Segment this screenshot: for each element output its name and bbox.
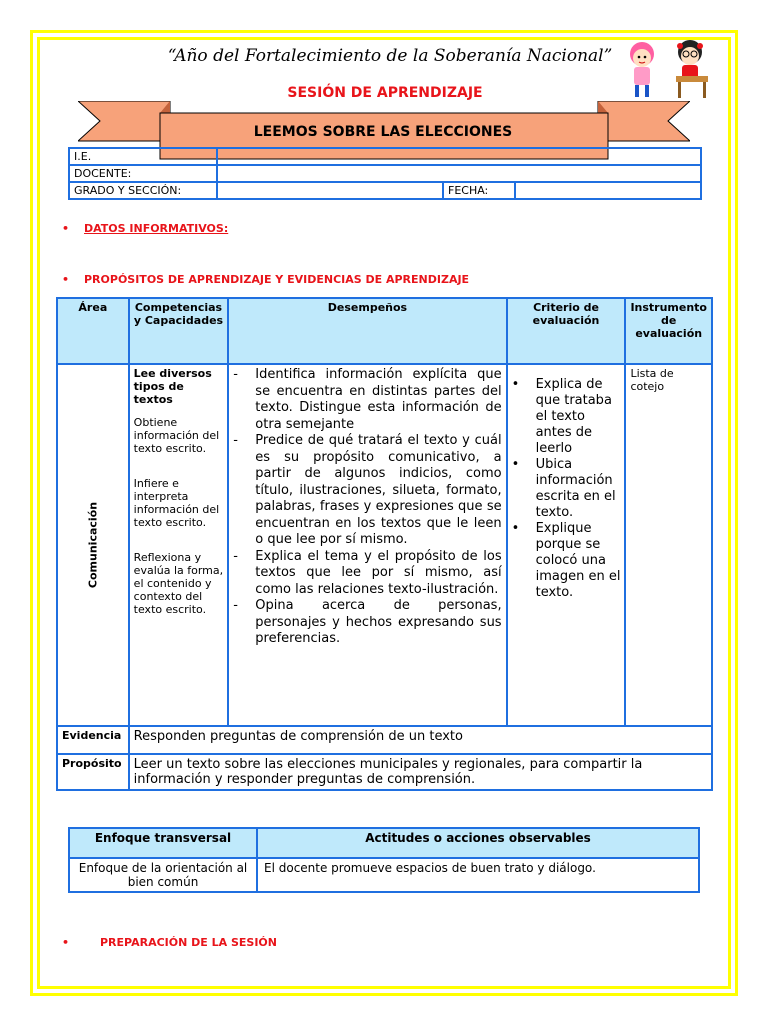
desempenos-cell	[228, 364, 506, 726]
docente-value	[217, 165, 701, 182]
enfoque-value: Enfoque de la orientación al bien común	[69, 858, 257, 892]
datos-informativos-heading: • DATOS INFORMATIVOS:	[62, 222, 229, 235]
session-title: SESIÓN DE APRENDIZAJE	[287, 85, 483, 101]
propositos-table	[56, 297, 713, 791]
desempeno-item: - Identifica información explícita que se encuentra en distintas partes del texto. Distingue esta información de otra semejante	[233, 367, 502, 432]
proposito-text: Leer un texto sobre las elecciones municipales y regionales, para compartir la información y responder preguntas de comprensión.	[129, 754, 712, 790]
criterios-cell	[507, 364, 626, 726]
criterio-item: • Explica de que trataba el texto antes de leerlo	[511, 377, 612, 456]
children-cartoon-icon	[620, 38, 716, 100]
capacidad-item: Obtiene información del texto escrito.	[133, 416, 220, 455]
desempeno-item: - Opina acerca de personas, personajes y hechos expresando sus preferencias.	[233, 598, 502, 646]
area-cell	[57, 364, 129, 726]
desempeno-item: - Explica el tema y el propósito de los textos que lee por sí mismo, así como las relaciones texto-ilustración.	[233, 548, 502, 597]
criterio-item: • Ubica información escrita en el texto.	[511, 457, 616, 520]
info-table	[68, 147, 702, 200]
area-label: Comunicación	[86, 501, 100, 589]
year-title: “Año del Fortalecimiento de la Soberanía Nacional”	[167, 46, 613, 66]
fecha-label: FECHA:	[443, 182, 515, 199]
capacidad-item: Reflexiona y evalúa la forma, el contenido y contexto del texto escrito.	[133, 551, 224, 616]
docente-label: DOCENTE:	[69, 165, 217, 182]
grado-label: GRADO Y SECCIÓN:	[69, 182, 217, 199]
instrumento-cell: Lista de cotejo	[625, 364, 712, 726]
area-header: Área	[57, 298, 129, 364]
competencias-header: Competencias y Capacidades	[129, 298, 229, 364]
competencias-cell	[129, 364, 229, 726]
competencia-title: Lee diversos tipos de textos	[133, 367, 212, 406]
ie-value	[217, 148, 701, 165]
desempeno-item: - Predice de qué tratará el texto y cuál es su propósito comunicativo, a partir de algunos indicios, como título, ilustraciones, silueta, formato, palabras, frases y expresiones que se encuentran en los textos que le leen o que lee por sí mismo.	[233, 433, 502, 547]
fecha-value	[515, 182, 701, 199]
criterio-header: Criterio de evaluación	[507, 298, 626, 364]
criterio-item: • Explique porque se colocó una imagen en el texto.	[511, 521, 621, 600]
instrumento-header: Instrumento de evaluación	[625, 298, 712, 364]
preparacion-heading: • PREPARACIÓN DE LA SESIÓN	[62, 936, 277, 949]
capacidad-item: Infiere e interpreta información del texto escrito.	[133, 477, 220, 529]
actitudes-header: Actitudes o acciones observables	[257, 828, 699, 858]
enfoque-header: Enfoque transversal	[69, 828, 257, 858]
proposito-label: Propósito	[57, 754, 129, 790]
ie-label: I.E.	[69, 148, 217, 165]
evidencia-text: Responden preguntas de comprensión de un texto	[129, 726, 712, 754]
grado-value	[217, 182, 443, 199]
actitud-value: El docente promueve espacios de buen trato y diálogo.	[257, 858, 699, 892]
propositos-heading: • PROPÓSITOS DE APRENDIZAJE Y EVIDENCIAS DE APRENDIZAJE	[62, 273, 470, 286]
enfoque-table	[68, 827, 700, 893]
session-banner-title: LEEMOS SOBRE LAS ELECCIONES	[253, 124, 513, 140]
evidencia-label: Evidencia	[57, 726, 129, 754]
desempenos-header: Desempeños	[228, 298, 506, 364]
